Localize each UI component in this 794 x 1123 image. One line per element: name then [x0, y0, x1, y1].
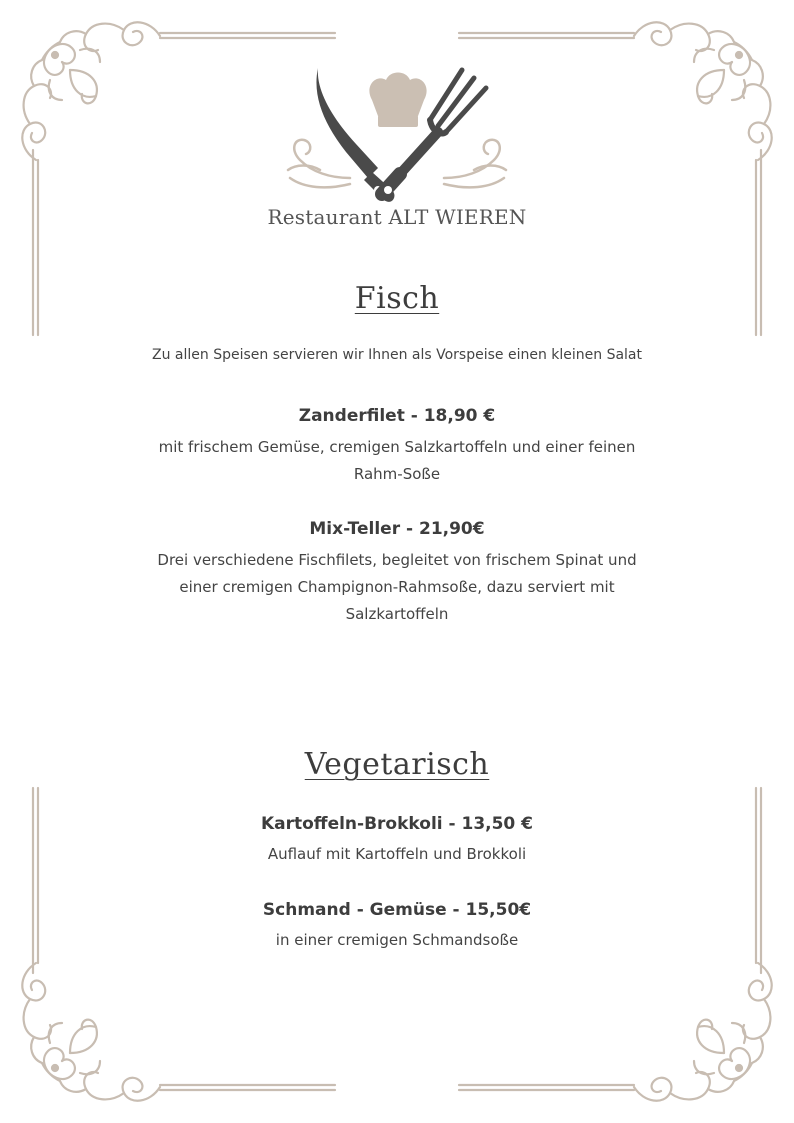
dish-name-zanderfilet: Zanderfilet - 18,90 €: [298, 406, 496, 426]
dish-description-schmand-gemuese: in einer cremigen Schmandsoße: [275, 931, 519, 949]
chef-hat-icon: [369, 73, 426, 128]
dish-description-mix-teller: Drei verschiedene Fischfilets, begleitet von frischem Spinat und einer cremigen Champignon-Rahmsoße, dazu serviert mit Salzkartoffeln: [157, 551, 637, 623]
section-note: Zu allen Speisen servieren wir Ihnen als Vorspeise einen kleinen Salat: [151, 347, 643, 363]
section-title-vegetarisch: Vegetarisch: [304, 747, 490, 782]
dish-description-zanderfilet: mit frischem Gemüse, cremigen Salzkartoffeln und einer feinen Rahm-Soße: [158, 438, 636, 483]
restaurant-name: Restaurant ALT WIEREN: [267, 205, 527, 229]
section-title-fisch: Fisch: [354, 281, 440, 316]
dish-name-kartoffeln-brokkoli: Kartoffeln-Brokkoli - 13,50 €: [260, 814, 534, 834]
dish-name-mix-teller: Mix-Teller - 21,90€: [309, 519, 485, 539]
dish-description-kartoffeln-brokkoli: Auflauf mit Kartoffeln und Brokkoli: [267, 845, 527, 863]
dish-name-schmand-gemuese: Schmand - Gemüse - 15,50€: [262, 900, 532, 920]
